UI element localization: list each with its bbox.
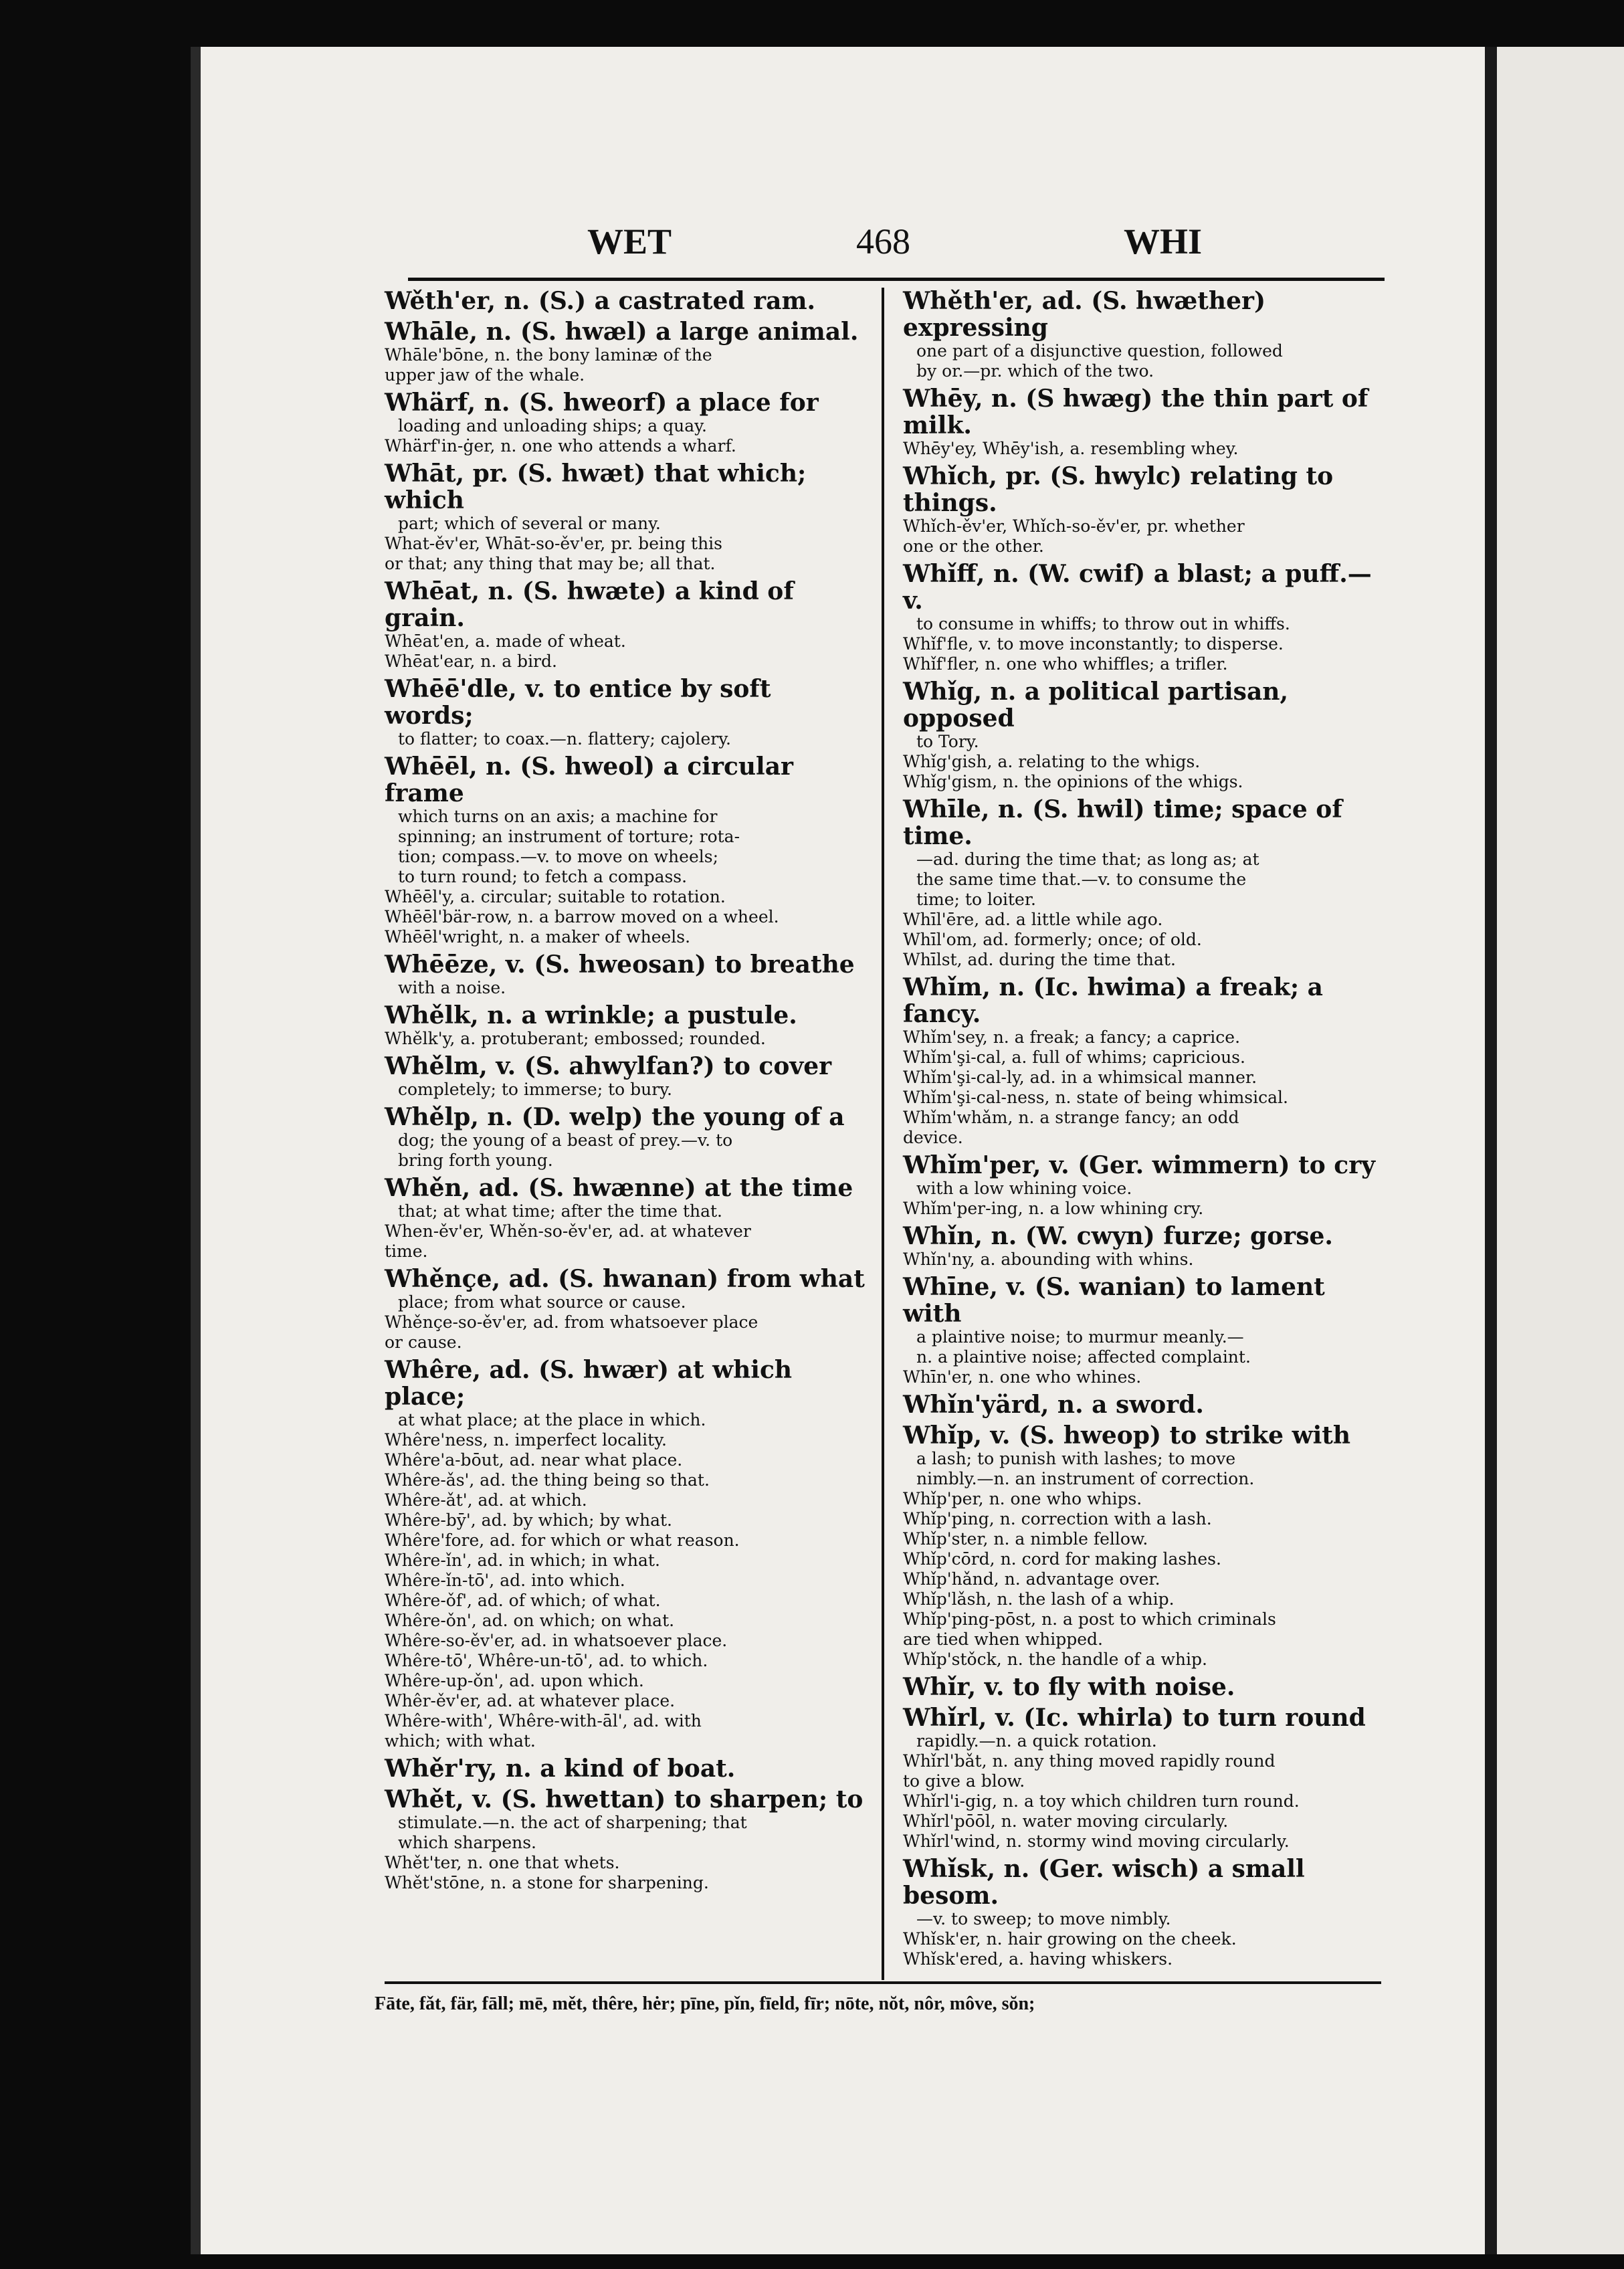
footer-rule (385, 1981, 1381, 1984)
dictionary-entry (385, 1786, 866, 1893)
entry-definition-line: dog; the young of a beast of prey.—v. to (398, 1130, 733, 1150)
entry-definition-line: to Tory. (916, 732, 979, 751)
dictionary-entry (903, 1674, 1385, 1700)
entry-derivative-line: What-ěv'er, Whāt-so-ěv'er, pr. being this (385, 534, 723, 553)
pronunciation-key: Fāte, fǎt, fär, fāll; mē, mět, thêre, hėr; pīne, pǐn, fīeld, fīr; nōte, nŏt, nôr, môve, sŏn; (375, 1993, 1035, 2014)
entry-derivative-line: Whīl'ēre, ad. a little while ago. (903, 910, 1163, 929)
right-column (903, 288, 1385, 1973)
entry-headword-line: Whāle, n. (S. hwæl) a large animal. (385, 318, 859, 346)
entry-derivative-line: Whět'ter, n. one that whets. (385, 1853, 620, 1872)
facing-page-edge (1497, 47, 1624, 2254)
dictionary-entry (385, 1002, 866, 1049)
dictionary-entry (903, 1391, 1385, 1418)
dictionary-entry (903, 561, 1385, 674)
dictionary-entry (903, 385, 1385, 459)
entry-derivative-line: Whǐsk'ered, a. having whiskers. (903, 1949, 1173, 1969)
entry-derivative-line: Whêre-ǒn', ad. on which; on what. (385, 1611, 675, 1630)
entry-derivative-line: Whǐp'stǒck, n. the handle of a whip. (903, 1650, 1207, 1669)
entry-derivative-line: Whêre-tō', Whêre-un-tō', ad. to which. (385, 1651, 708, 1670)
entry-derivative-line: are tied when whipped. (903, 1630, 1103, 1649)
entry-derivative-line: Whǐg'gism, n. the opinions of the whigs. (903, 772, 1243, 791)
entry-derivative-line: one or the other. (903, 536, 1044, 556)
dictionary-entry (385, 288, 866, 314)
entry-derivative-line: Whět'stōne, n. a stone for sharpening. (385, 1873, 709, 1892)
entry-derivative-line: Whělk'y, a. protuberant; embossed; rounded. (385, 1029, 766, 1048)
entry-definition-line: to turn round; to fetch a compass. (398, 867, 688, 886)
entry-derivative-line: Whǐn'ny, a. abounding with whins. (903, 1250, 1194, 1269)
dictionary-entry (385, 1357, 866, 1751)
dictionary-entry (385, 951, 866, 998)
entry-definition-line: to flatter; to coax.—n. flattery; cajolery. (398, 729, 731, 749)
entry-headword-line: Whēēl, n. (S. hweol) a circular frame (385, 753, 794, 807)
entry-derivative-line: When-ěv'er, Whěn-so-ěv'er, ad. at whatever (385, 1221, 751, 1241)
dictionary-entry (385, 753, 866, 947)
entry-derivative-line: Whēat'en, a. made of wheat. (385, 631, 626, 651)
dictionary-entry (903, 1422, 1385, 1670)
entry-headword-line: Whělp, n. (D. welp) the young of a (385, 1103, 845, 1131)
entry-headword-line: Whěnçe, ad. (S. hwanan) from what (385, 1265, 865, 1293)
entry-derivative-line: Whêre'a-bōut, ad. near what place. (385, 1450, 683, 1470)
entry-headword-line: Whěth'er, ad. (S. hwæther) expressing (903, 287, 1266, 342)
entry-derivative-line: Whǐrl'bǎt, n. any thing moved rapidly round (903, 1751, 1276, 1771)
entry-headword-line: Whēē'dle, v. to entice by soft words; (385, 675, 771, 730)
entry-definition-line: nimbly.—n. an instrument of correction. (916, 1469, 1255, 1488)
entry-definition-line: rapidly.—n. a quick rotation. (916, 1731, 1157, 1751)
entry-headword-line: Whǐn, n. (W. cwyn) furze; gorse. (903, 1222, 1333, 1250)
dictionary-entry (903, 1856, 1385, 1969)
dictionary-entry (903, 463, 1385, 557)
dictionary-entry (903, 1223, 1385, 1270)
header-left-word: WET (587, 221, 672, 262)
entry-headword-line: Whärf, n. (S. hweorf) a place for (385, 389, 819, 417)
dictionary-entry (385, 389, 866, 456)
entry-derivative-line: Whǐrl'i-gig, n. a toy which children turn round. (903, 1791, 1300, 1811)
entry-derivative-line: Whêre-ǐn', ad. in which; in what. (385, 1551, 660, 1570)
entry-definition-line: one part of a disjunctive question, followed (916, 341, 1283, 361)
entry-definition-line: place; from what source or cause. (398, 1292, 686, 1312)
entry-definition-line: which sharpens. (398, 1833, 537, 1852)
entry-derivative-line: Whǐp'ster, n. a nimble fellow. (903, 1529, 1148, 1549)
entry-headword-line: Whǐp, v. (S. hweop) to strike with (903, 1421, 1351, 1450)
entry-derivative-line: Whǐm'per-ing, n. a low whining cry. (903, 1199, 1204, 1218)
dictionary-entry (385, 1053, 866, 1100)
entry-headword-line: Whět, v. (S. hwettan) to sharpen; to (385, 1785, 864, 1813)
entry-derivative-line: Whǐm'whǎm, n. a strange fancy; an odd (903, 1108, 1239, 1127)
entry-derivative-line: Whǐm'şi-cal-ly, ad. in a whimsical manner. (903, 1068, 1257, 1087)
entry-headword-line: Wěth'er, n. (S.) a castrated ram. (385, 287, 816, 315)
dictionary-entry (385, 460, 866, 574)
dictionary-entry (385, 1266, 866, 1353)
running-header (375, 221, 1485, 281)
entry-derivative-line: or cause. (385, 1333, 462, 1352)
entry-derivative-line: Whêre-ǒf', ad. of which; of what. (385, 1591, 661, 1610)
entry-derivative-line: Whǐf'fle, v. to move inconstantly; to disperse. (903, 634, 1284, 654)
entry-derivative-line: Whǐp'per, n. one who whips. (903, 1489, 1142, 1508)
entry-derivative-line: Whēēl'y, a. circular; suitable to rotation. (385, 887, 726, 906)
entry-headword-line: Whǐn'yärd, n. a sword. (903, 1391, 1204, 1419)
entry-headword-line: Whīne, v. (S. wanian) to lament with (903, 1273, 1325, 1328)
entry-headword-line: Whěn, ad. (S. hwænne) at the time (385, 1174, 853, 1202)
entry-derivative-line: Whêre-bȳ', ad. by which; by what. (385, 1510, 672, 1530)
entry-headword-line: Whělk, n. a wrinkle; a pustule. (385, 1001, 797, 1029)
entry-headword-line: Whělm, v. (S. ahwylfan?) to cover (385, 1052, 832, 1080)
dictionary-entry (903, 1704, 1385, 1852)
entry-headword-line: Whēēze, v. (S. hweosan) to breathe (385, 951, 855, 979)
dictionary-entry (903, 1152, 1385, 1219)
entry-definition-line: that; at what time; after the time that. (398, 1201, 722, 1221)
entry-derivative-line: Whǐrl'wind, n. stormy wind moving circularly. (903, 1832, 1290, 1851)
dictionary-entry (903, 1274, 1385, 1387)
entry-derivative-line: Whǐm'şi-cal, a. full of whims; capricious. (903, 1048, 1245, 1067)
entry-definition-line: loading and unloading ships; a quay. (398, 416, 707, 435)
entry-definition-line: part; which of several or many. (398, 514, 661, 533)
entry-derivative-line: Whǐg'gish, a. relating to the whigs. (903, 752, 1201, 771)
dictionary-entry (385, 318, 866, 385)
entry-definition-line: with a low whining voice. (916, 1179, 1132, 1198)
page-number: 468 (856, 221, 910, 262)
entry-definition-line: tion; compass.—v. to move on wheels; (398, 847, 718, 866)
entry-derivative-line: Whīlst, ad. during the time that. (903, 950, 1176, 969)
entry-derivative-line: Whǐch-ěv'er, Whǐch-so-ěv'er, pr. whether (903, 516, 1245, 536)
entry-derivative-line: device. (903, 1128, 963, 1147)
dictionary-entry (903, 796, 1385, 970)
entry-headword-line: Whīle, n. (S. hwil) time; space of time. (903, 795, 1342, 850)
dictionary-entry (903, 974, 1385, 1148)
entry-headword-line: Whǐr, v. to fly with noise. (903, 1673, 1235, 1701)
dictionary-entry (385, 1175, 866, 1262)
entry-derivative-line: Whēēl'wright, n. a maker of wheels. (385, 927, 691, 947)
entry-derivative-line: Whěnçe-so-ěv'er, ad. from whatsoever place (385, 1312, 758, 1332)
entry-headword-line: Whāt, pr. (S. hwæt) that which; which (385, 460, 807, 514)
entry-derivative-line: Whǐp'cōrd, n. cord for making lashes. (903, 1549, 1221, 1569)
entry-headword-line: Whěr'ry, n. a kind of boat. (385, 1755, 736, 1783)
entry-derivative-line: Whêr-ěv'er, ad. at whatever place. (385, 1691, 676, 1710)
entry-definition-line: stimulate.—n. the act of sharpening; that (398, 1813, 747, 1832)
entry-definition-line: n. a plaintive noise; affected complaint. (916, 1347, 1251, 1367)
entry-derivative-line: Whǐm'sey, n. a freak; a fancy; a caprice. (903, 1027, 1241, 1047)
entry-derivative-line: Whīl'om, ad. formerly; once; of old. (903, 930, 1202, 949)
entry-headword-line: Whǐg, n. a political partisan, opposed (903, 678, 1288, 732)
entry-definition-line: a plaintive noise; to murmur meanly.— (916, 1327, 1244, 1347)
dictionary-entry (903, 678, 1385, 792)
entry-headword-line: Whēat, n. (S. hwæte) a kind of grain. (385, 577, 794, 632)
entry-derivative-line: or that; any thing that may be; all that. (385, 554, 716, 573)
entry-definition-line: with a noise. (398, 978, 506, 997)
entry-derivative-line: Whīn'er, n. one who whines. (903, 1367, 1142, 1387)
entry-derivative-line: Whêre-ǎt', ad. at which. (385, 1490, 587, 1510)
header-right-word: WHI (1124, 221, 1203, 262)
entry-headword-line: Whǐch, pr. (S. hwylc) relating to things. (903, 462, 1334, 517)
entry-definition-line: at what place; at the place in which. (398, 1410, 706, 1429)
entry-headword-line: Whêre, ad. (S. hwær) at which place; (385, 1356, 793, 1411)
entry-definition-line: —v. to sweep; to move nimbly. (916, 1909, 1171, 1929)
dictionary-entry (903, 288, 1385, 381)
entry-derivative-line: Whêre'fore, ad. for which or what reason. (385, 1531, 740, 1550)
entry-derivative-line: Whêre-ǐn-tō', ad. into which. (385, 1571, 625, 1590)
entry-derivative-line: Whärf'in-ġer, n. one who attends a wharf. (385, 436, 736, 456)
entry-headword-line: Whǐrl, v. (Ic. whirla) to turn round (903, 1704, 1366, 1732)
entry-definition-line: completely; to immerse; to bury. (398, 1080, 672, 1099)
entry-derivative-line: time. (385, 1242, 428, 1261)
entry-derivative-line: Whǐrl'pōōl, n. water moving circularly. (903, 1811, 1229, 1831)
entry-definition-line: bring forth young. (398, 1151, 553, 1170)
entry-headword-line: Whǐsk, n. (Ger. wisch) a small besom. (903, 1855, 1305, 1910)
entry-derivative-line: Whǐf'fler, n. one who whiffles; a trifler. (903, 654, 1228, 674)
entry-headword-line: Whǐm, n. (Ic. hwima) a freak; a fancy. (903, 973, 1323, 1028)
entry-headword-line: Whǐm'per, v. (Ger. wimmern) to cry (903, 1151, 1376, 1179)
dictionary-entry (385, 578, 866, 672)
entry-derivative-line: upper jaw of the whale. (385, 365, 585, 385)
column-divider (882, 288, 884, 1980)
entry-definition-line: time; to loiter. (916, 890, 1036, 909)
entry-headword-line: Whǐff, n. (W. cwif) a blast; a puff.—v. (903, 560, 1372, 615)
entry-derivative-line: Whēēl'bär-row, n. a barrow moved on a wheel. (385, 907, 779, 926)
scan-right-edge (1485, 47, 1497, 2254)
entry-definition-line: which turns on an axis; a machine for (398, 807, 718, 826)
entry-derivative-line: Whêre'ness, n. imperfect locality. (385, 1430, 667, 1450)
entry-derivative-line: Whǐm'şi-cal-ness, n. state of being whimsical. (903, 1088, 1288, 1107)
entry-definition-line: —ad. during the time that; as long as; at (916, 850, 1259, 869)
entry-definition-line: to consume in whiffs; to throw out in whiffs. (916, 614, 1290, 633)
left-column (385, 288, 866, 1897)
entry-derivative-line: Whêre-up-ǒn', ad. upon which. (385, 1671, 644, 1690)
entry-derivative-line: Whǐp'hǎnd, n. advantage over. (903, 1569, 1160, 1589)
entry-derivative-line: which; with what. (385, 1731, 536, 1751)
entry-derivative-line: Whêre-so-ěv'er, ad. in whatsoever place. (385, 1631, 728, 1650)
dictionary-entry (385, 1755, 866, 1782)
entry-derivative-line: Whêre-ǎs', ad. the thing being so that. (385, 1470, 710, 1490)
entry-derivative-line: Whēat'ear, n. a bird. (385, 652, 557, 671)
entry-definition-line: by or.—pr. which of the two. (916, 361, 1154, 381)
entry-derivative-line: Whǐsk'er, n. hair growing on the cheek. (903, 1929, 1237, 1949)
entry-definition-line: spinning; an instrument of torture; rota- (398, 827, 740, 846)
dictionary-entry (385, 1104, 866, 1171)
entry-derivative-line: Whǐp'ping-pōst, n. a post to which criminals (903, 1609, 1276, 1629)
entry-definition-line: a lash; to punish with lashes; to move (916, 1449, 1236, 1468)
entry-derivative-line: Whêre-with', Whêre-with-āl', ad. with (385, 1711, 702, 1731)
entry-derivative-line: Whēy'ey, Whēy'ish, a. resembling whey. (903, 439, 1239, 458)
entry-derivative-line: Whǐp'ping, n. correction with a lash. (903, 1509, 1212, 1528)
entry-derivative-line: to give a blow. (903, 1771, 1025, 1791)
dictionary-entry (385, 676, 866, 749)
header-rule (408, 278, 1385, 281)
entry-headword-line: Whēy, n. (S hwæg) the thin part of milk. (903, 385, 1368, 439)
entry-derivative-line: Whāle'bōne, n. the bony laminæ of the (385, 345, 712, 365)
entry-derivative-line: Whǐp'lǎsh, n. the lash of a whip. (903, 1589, 1175, 1609)
entry-definition-line: the same time that.—v. to consume the (916, 870, 1247, 889)
